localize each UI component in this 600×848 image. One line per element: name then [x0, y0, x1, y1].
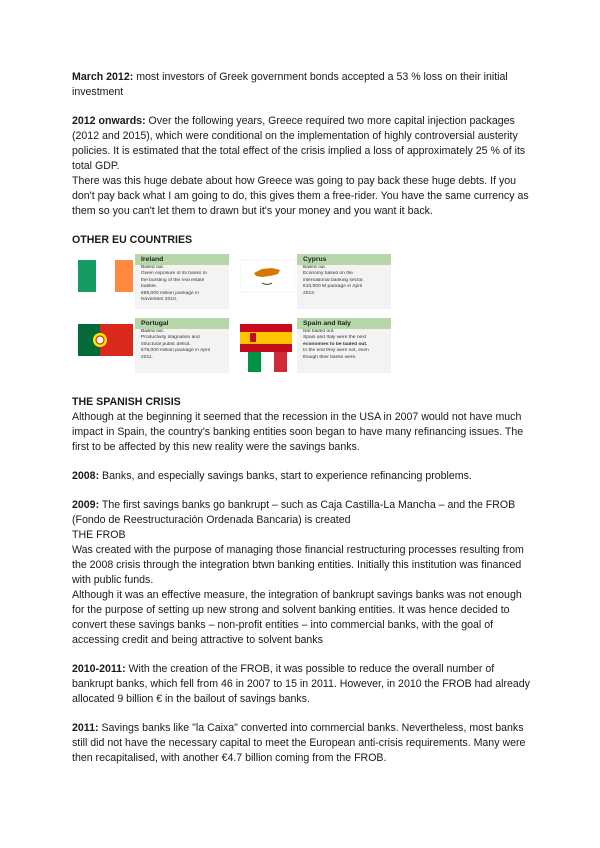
card-spain-italy-info [297, 318, 391, 373]
text-2008: Banks, and especially savings banks, start to experience refinancing problems. [99, 470, 472, 482]
paragraph-2012-onwards [72, 114, 532, 174]
card-portugal-line: structural public deficit. [141, 341, 191, 347]
card-ireland-line: bubble. [141, 284, 158, 290]
label-2008: 2008: [72, 470, 100, 482]
card-spain-italy-line: though their banks were. [303, 354, 357, 360]
label-march-2012: March 2012: [72, 71, 134, 83]
paragraph-2008 [72, 469, 532, 484]
card-ireland-line: Given exposure of its banks to [141, 271, 207, 277]
paragraph-frob-2: Although it was an effective measure, the integration of bankrupt savings banks was not enough for the purpose of setting up new strong and solvent banking entities. It was hence decided to convert these savings banks – non-profit entities – into commercial banks, with the goal of accessing credit and being attractive to solvent banks [72, 589, 522, 646]
paragraph-march-2012 [72, 70, 532, 100]
label-2012-onwards: 2012 onwards: [72, 115, 146, 127]
card-cyprus-line: €10,000 M package in April [303, 284, 362, 290]
card-cyprus-title: Cyprus [297, 254, 391, 265]
card-portugal-info [135, 318, 229, 373]
text-2011: Savings banks like "la Caixa" converted into commercial banks. Nevertheless, most banks still did not have the necessary capital to meet the European anti-crisis requirements. Many were then recapitalised, with another €4.7 billion coming from the FROB. [72, 722, 526, 764]
card-cyprus-info [297, 254, 391, 309]
text-2010-2011: With the creation of the FROB, it was possible to reduce the overall number of bankrupt banks, which fell from 46 in 2007 to 15 in 2011. However, in 2010 the FROB had already allocated 9 billion € in the bailout of savings banks. [72, 663, 530, 705]
text-2009: The first savings banks go bankrupt – such as Caja Castilla-La Mancha – and the FROB (Fondo de Reestructuración Ordenada Bancaria) is created [72, 499, 516, 526]
card-ireland [78, 254, 233, 309]
card-cyprus-line: Bailed out. [303, 265, 327, 270]
portugal-flag-icon [78, 320, 133, 360]
card-cyprus-line: Economy based on the [303, 271, 354, 277]
paragraph-debate: There was this huge debate about how Greece was going to pay back these huge debts. If you don't pay back what I am going to do, this gives them a free-rider. You have the same currency as them so you can't let them to drawn but it's your money and you want it back. [72, 175, 529, 217]
card-portugal-line: Bailed out. [141, 329, 165, 334]
label-2011: 2011: [72, 722, 99, 734]
paragraph-2011 [72, 721, 532, 766]
card-ireland-line: the bursting of the real estate [141, 277, 205, 283]
text-2012-onwards: Over the following years, Greece required two more capital injection packages (2012 and 2015), which were conditional on the implementation of highly controversial austerity policies. It is estimated that the total effect of the crisis implied a loss of approximately 25 % of its total GDP. [72, 115, 526, 172]
card-ireland-line: €85,000 million package in [141, 290, 199, 296]
card-cyprus-line: 2013. [303, 290, 316, 296]
paragraph-frob-1: Was created with the purpose of managing those financial restructuring processes resulting from the 2008 crisis through the integration btwn banking entities. Initially this institution was financed with public funds. [72, 544, 524, 586]
label-2010-2011: 2010-2011: [72, 663, 126, 675]
cyprus-flag-icon [240, 256, 295, 296]
card-spain-italy [240, 318, 395, 373]
text-march-2012: most investors of Greek government bonds accepted a 53 % loss on their initial investment [72, 71, 508, 98]
paragraph-spanish-intro: Although at the beginning it seemed that the recession in the USA in 2007 would not have much impact in Spain, the country's banking entities soon began to have many refinancing issues. The first to be affected by this new reality were the savings banks. [72, 411, 524, 453]
card-ireland-line: November 2010. [141, 297, 178, 303]
spain-italy-flag-icon [240, 318, 295, 373]
card-portugal-line: 2011. [141, 354, 153, 360]
card-ireland-info [135, 254, 229, 309]
eu-countries-figure [78, 254, 398, 379]
card-cyprus-line: international banking sector. [303, 277, 364, 283]
card-cyprus [240, 254, 395, 309]
ireland-flag-icon [78, 256, 133, 296]
card-spain-italy-line: economies to be bailed out. [303, 341, 368, 347]
paragraph-2009 [72, 498, 532, 528]
document-page [72, 70, 532, 766]
card-portugal-line: Productivity stagnation and [141, 335, 200, 341]
card-spain-italy-title: Spain and Italy [297, 318, 391, 329]
card-ireland-title: Ireland [135, 254, 229, 265]
card-spain-italy-line: Spain and Italy were the next [303, 335, 367, 341]
frob-title: THE FROB [72, 529, 126, 541]
card-spain-italy-line: Not bailed out. [303, 329, 335, 334]
heading-spanish-crisis: THE SPANISH CRISIS [72, 396, 181, 408]
heading-other-eu-countries: OTHER EU COUNTRIES [72, 234, 193, 246]
paragraph-2010-2011 [72, 662, 532, 707]
card-ireland-line: Bailed out. [141, 265, 165, 270]
card-portugal-line: €78,000 million package in April [141, 348, 210, 354]
label-2009: 2009: [72, 499, 100, 511]
card-spain-italy-line: In the end they were not, even [303, 348, 369, 354]
card-portugal-title: Portugal [135, 318, 229, 329]
card-portugal [78, 318, 233, 373]
